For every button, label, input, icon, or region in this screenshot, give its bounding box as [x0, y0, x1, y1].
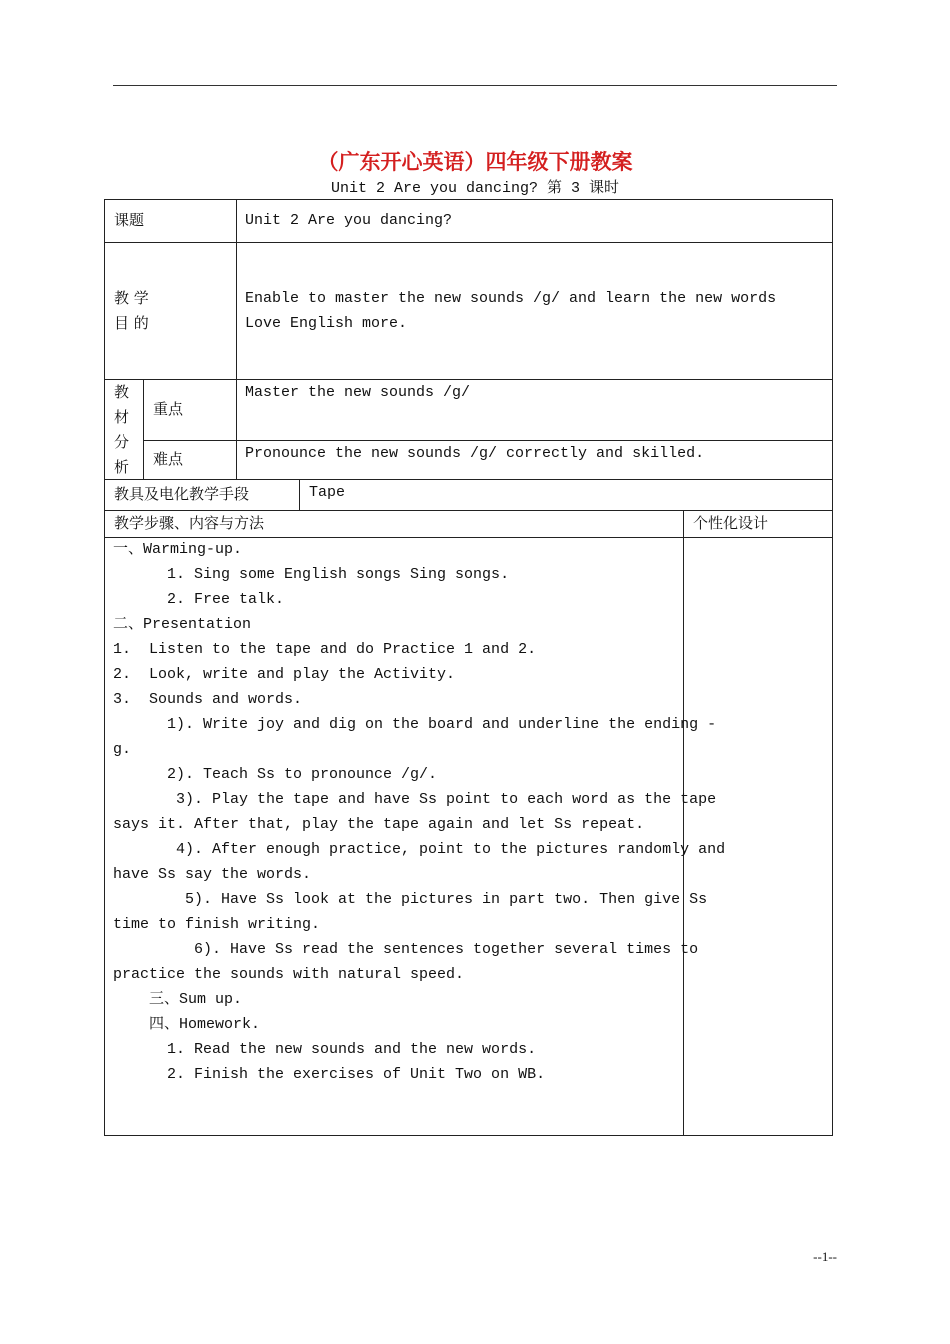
step-line: 2). Teach Ss to pronounce /g/. [113, 766, 438, 783]
step-line: 一、Warming-up. [113, 541, 243, 558]
difficult-point-label: 难点 [153, 450, 184, 468]
step-line: 2. Free talk. [113, 591, 285, 608]
personal-design-header: 个性化设计 [693, 514, 769, 532]
goal-label-line2: 目 的 [114, 314, 149, 332]
topic-value: Unit 2 Are you dancing? [245, 212, 453, 229]
step-line: 5). Have Ss look at the pictures in part two. Then give Ss [113, 891, 708, 908]
step-line: 1. Sing some English songs Sing songs. [113, 566, 510, 583]
step-line: 2. Look, write and play the Activity. [113, 666, 456, 683]
topic-label: 课题 [114, 211, 145, 229]
step-line: 四、Homework. [113, 1016, 261, 1033]
step-line: says it. After that, play the tape again and let Ss repeat. [113, 816, 645, 833]
step-line: practice the sounds with natural speed. [113, 966, 465, 983]
analysis-label-char: 分 [114, 433, 130, 451]
difficult-point-value: Pronounce the new sounds /g/ correctly and skilled. [245, 445, 705, 462]
step-line: 2. Finish the exercises of Unit Two on WB. [113, 1066, 546, 1083]
key-point-label: 重点 [153, 400, 184, 418]
col-divider-tools [299, 479, 300, 510]
key-point-value: Master the new sounds /g/ [245, 384, 471, 401]
step-line: 4). After enough practice, point to the pictures randomly and [113, 841, 726, 858]
tools-value: Tape [309, 484, 346, 501]
row-divider-topic [104, 242, 833, 243]
header-rule [113, 85, 837, 86]
step-line: 3. Sounds and words. [113, 691, 303, 708]
step-line: 1). Write joy and dig on the board and underline the ending - [113, 716, 717, 733]
analysis-label-char: 教 [114, 383, 130, 401]
steps-header: 教学步骤、内容与方法 [114, 514, 265, 532]
step-line: 1. Listen to the tape and do Practice 1 and 2. [113, 641, 537, 658]
step-line: have Ss say the words. [113, 866, 312, 883]
step-line: 1. Read the new sounds and the new words. [113, 1041, 537, 1058]
page-number: --1-- [813, 1249, 837, 1264]
step-line: 6). Have Ss read the sentences together several times to [113, 941, 699, 958]
col-divider-personal [683, 510, 684, 1136]
step-line: g. [113, 741, 132, 758]
step-line: time to finish writing. [113, 916, 321, 933]
tools-label: 教具及电化教学手段 [114, 485, 250, 503]
analysis-label-char: 材 [114, 408, 130, 426]
col-divider-analysis [143, 379, 144, 479]
goal-line: Love English more. [245, 315, 408, 332]
analysis-label-char: 析 [114, 458, 130, 476]
document-title: （广东开心英语）四年级下册教案 [317, 150, 633, 174]
goal-line: Enable to master the new sounds /g/ and learn the new words [245, 290, 777, 307]
step-line: 三、Sum up. [113, 991, 243, 1008]
goal-label-line1: 教 学 [114, 289, 149, 307]
document-subtitle: Unit 2 Are you dancing? 第 3 课时 [330, 180, 620, 197]
step-line: 二、Presentation [113, 616, 252, 633]
col-divider-label [236, 199, 237, 479]
step-line: 3). Play the tape and have Ss point to each word as the tape [113, 791, 717, 808]
row-divider-analysis [104, 479, 833, 480]
